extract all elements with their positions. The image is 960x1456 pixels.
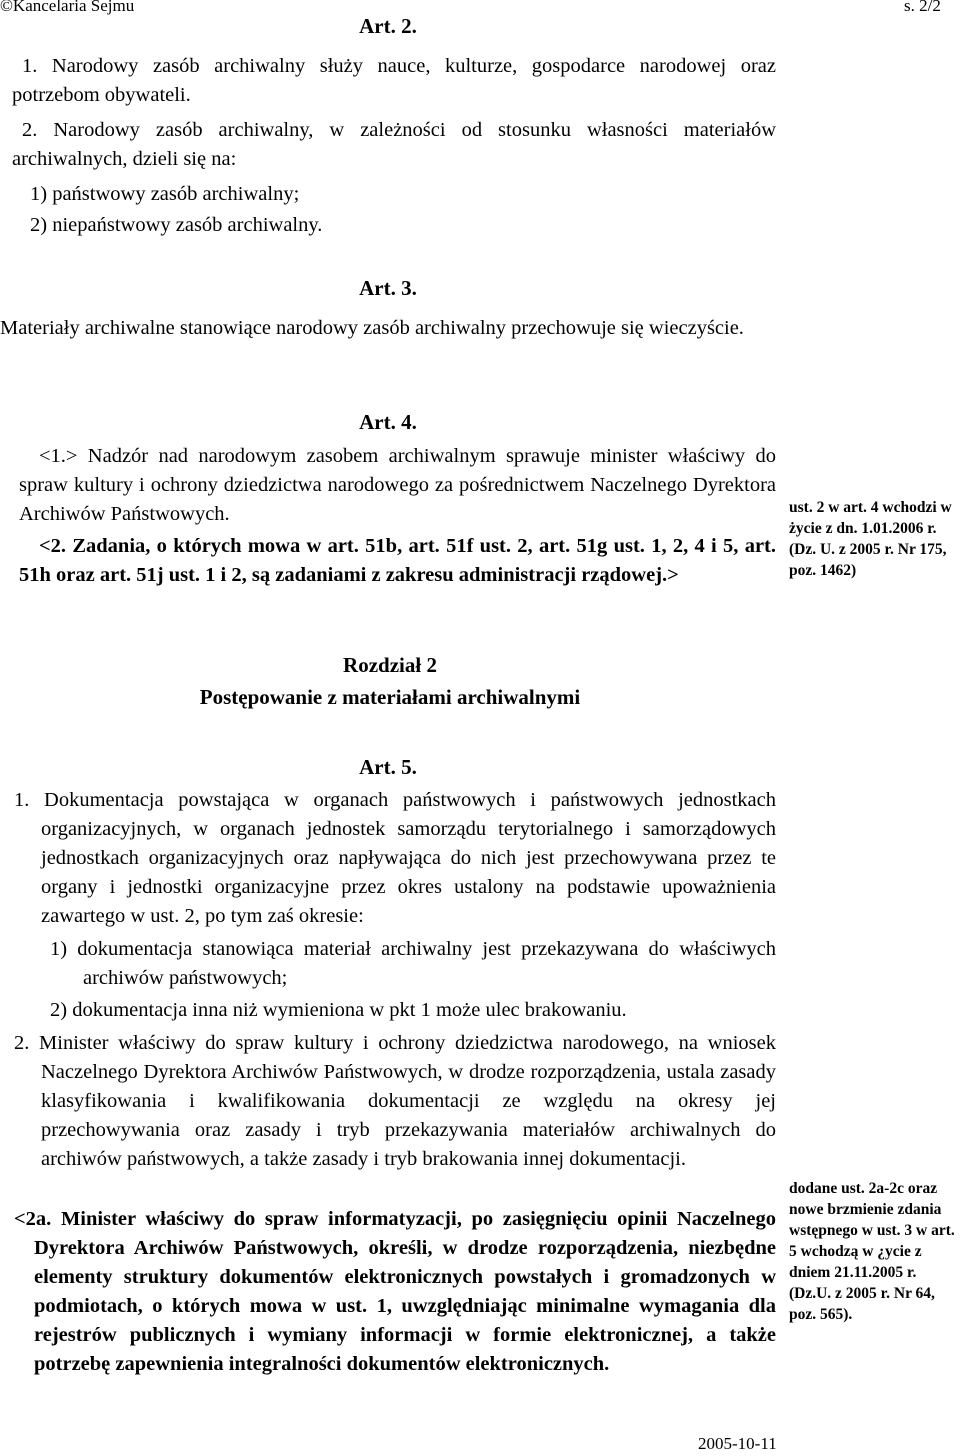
art5-item-2: 2) dokumentacja inna niż wymieniona w pkt 1 może ulec brakowaniu. [50,999,627,1021]
art2-item-1: 1) państwowy zasób archiwalny; [30,183,300,205]
chapter-label: Rozdział 2 [343,653,437,677]
art5-paragraph-1: 1. Dokumentacja powstająca w organach państwowych i państwowych jednostkach organizacyjnych, w organach jednostek samorządu terytorialnego i samorządowych jednostkach organizacyjnych oraz napływająca do nich jest przechowywana przez te organy i jednostki organizacyjne przez okres ustalony na podstawie upoważnienia zawartego w ust. 2, po tym zaś okresie: [14,789,776,927]
art3-text: Materiały archiwalne stanowiące narodowy zasób archiwalny przechowuje się wieczyście. [0,317,744,339]
art2-heading: Art. 2. [359,14,417,38]
page-number: s. 2/2 [904,0,941,15]
footer-date: 2005-10-11 [698,1434,777,1453]
art4-heading: Art. 4. [359,410,417,434]
art5-paragraph-2: 2. Minister właściwy do spraw kultury i ochrony dziedzictwa narodowego, na wniosek Naczelnego Dyrektora Archiwów Państwowych, w drodze rozporządzenia, ustala zasady klasyfikowania i kwalifikowania dokumentacji ze względu na okresy jej przechowywania oraz zasady i tryb przekazywania materiałów archiwalnych do archiwów państwowych, a także zasady i tryb brakowania innej dokumentacji. [14,1032,776,1170]
art4-paragraph-1: <1.> Nadzór nad narodowym zasobem archiwalnym sprawuje minister właściwy do spraw kultury i ochrony dziedzictwa narodowego za pośrednictwem Naczelnego Dyrektora Archiwów Państwowych. [19,445,776,525]
art4-margin-note: ust. 2 w art. 4 wchodzi w życie z dn. 1.01.2006 r. (Dz. U. z 2005 r. Nr 175, poz. 1462) [789,499,952,579]
art5-paragraph-2a: <2a. Minister właściwy do spraw informatyzacji, po zasięgnięciu opinii Naczelnego Dyrektora Archiwów Państwowych, określi, w drodze rozporządzenia, niezbędne elementy struktury dokumentów elektronicznych powstałych i gromadzonych w podmiotach, o których mowa w ust. 1, uwzględniając minimalne wymagania dla rejestrów publicznych i wymiany informacji w formie elektronicznej, a także potrzebę zapewnienia integralności dokumentów elektronicznych. [14,1208,776,1375]
art2-paragraph-2: 2. Narodowy zasób archiwalny, w zależności od stosunku własności materiałów archiwalnych, dzieli się na: [12,119,776,170]
header-source: ©Kancelaria Sejmu [0,0,135,15]
chapter-title: Postępowanie z materiałami archiwalnymi [199,685,581,709]
art2-item-2: 2) niepaństwowy zasób archiwalny. [30,214,323,236]
art5-item-1: 1) dokumentacja stanowiąca materiał archiwalny jest przekazywana do właściwych archiwów państwowych; [50,938,776,989]
art2-paragraph-1: 1. Narodowy zasób archiwalny służy nauce, kulturze, gospodarce narodowej oraz potrzebom obywateli. [12,55,776,106]
art5-margin-note: dodane ust. 2a-2c oraz nowe brzmienie zdania wstępnego w ust. 3 w art. 5 wchodzą w ¿ycie z dniem 21.11.2005 r. (Dz.U. z 2005 r. Nr 64, poz. 565). [789,1180,955,1323]
art4-paragraph-2: <2. Zadania, o których mowa w art. 51b, art. 51f ust. 2, art. 51g ust. 1, 2, 4 i 5, art. 51h oraz art. 51j ust. 1 i 2, są zadaniami z zakresu administracji rządowej.> [19,535,776,586]
art3-heading: Art. 3. [359,276,417,300]
art5-heading: Art. 5. [359,755,417,779]
